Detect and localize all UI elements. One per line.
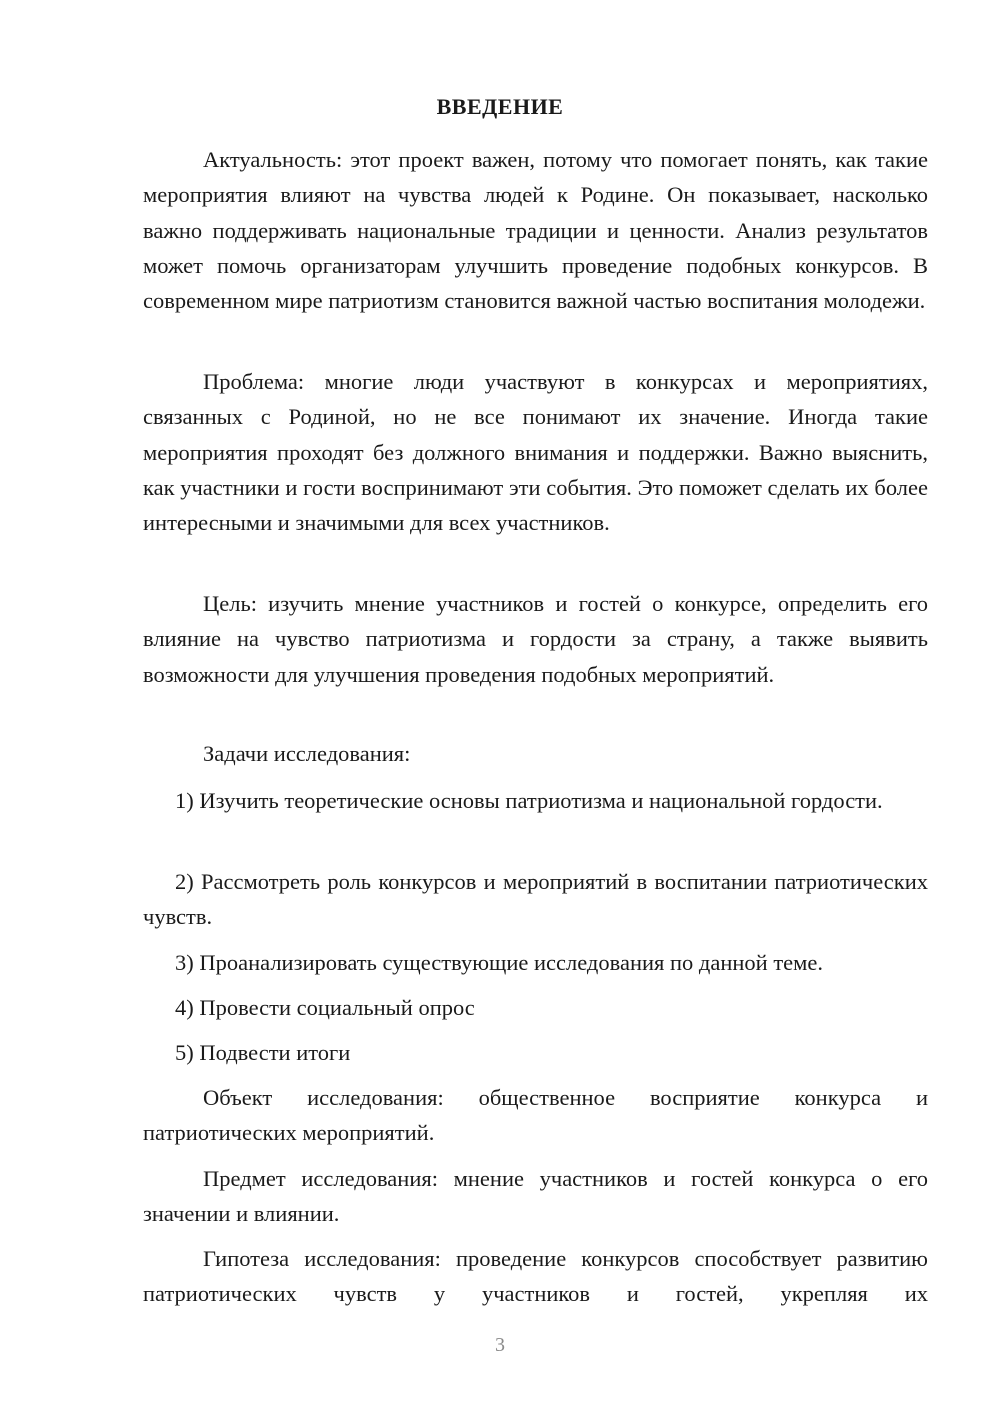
task-item-2: 2) Рассмотреть роль конкурсов и мероприятий в воспитании патриотических чувств. <box>143 869 928 930</box>
task-item-3: 3) Проанализировать существующие исследования по данной теме. <box>175 950 824 975</box>
task-item-5: 5) Подвести итоги <box>175 1040 351 1065</box>
paragraph-relevance: Актуальность: этот проект важен, потому что помогает понять, как такие мероприятия влияют на чувства людей к Родине. Он показывает, насколько важно поддерживать национальные традиции и ценности. Анализ результатов может помочь организаторам улучшить проведение подобных конкурсов. В современном мире патриотизм становится важной частью воспитания молодежи. <box>143 147 928 314</box>
paragraph-goal: Цель: изучить мнение участников и гостей о конкурсе, определить его влияние на чувство патриотизма и гордости за страну, а также выявить возможности для улучшения проведения подобных мероприятий. <box>143 591 928 687</box>
paragraph-subject: Предмет исследования: мнение участников и гостей конкурса о его значении и влиянии. <box>143 1166 928 1227</box>
paragraph-hypothesis: Гипотеза исследования: проведение конкурсов способствует развитию патриотических чувств у участников и гостей, укрепляя их <box>143 1246 928 1307</box>
task-item-1: 1) Изучить теоретические основы патриотизма и национальной гордости. <box>175 788 883 813</box>
section-heading: ВВЕДЕНИЕ <box>436 94 564 119</box>
paragraph-object: Объект исследования: общественное восприятие конкурса и патриотических мероприятий. <box>143 1085 928 1146</box>
task-item-4: 4) Провести социальный опрос <box>175 995 475 1020</box>
paragraph-tasks-title: Задачи исследования: <box>203 741 411 766</box>
page-number: 3 <box>495 1334 505 1356</box>
paragraph-problem: Проблема: многие люди участвуют в конкурсах и мероприятиях, связанных с Родиной, но не все понимают их значение. Иногда такие мероприятия проходят без должного внимания и поддержки. Важно выяснить, как участники и гости воспринимают эти события. Это поможет сделать их более интересными и значимыми для всех участников. <box>143 369 928 536</box>
